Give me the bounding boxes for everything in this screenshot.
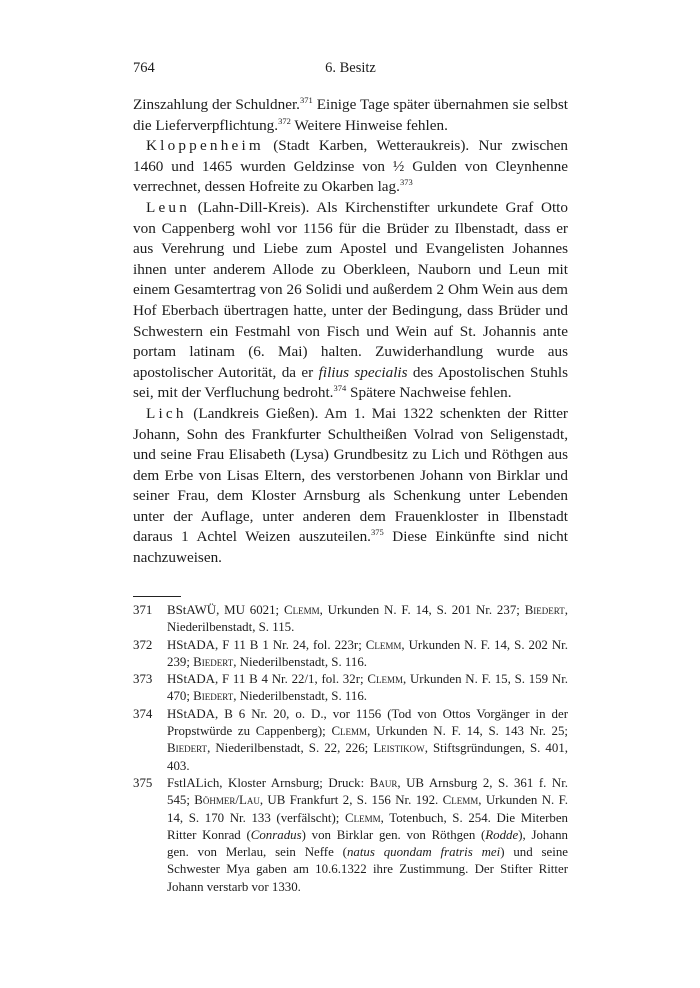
place-name: Lich [146,404,187,422]
paragraph-lich [133,404,568,569]
author-name: Böhmer/Lau [194,793,260,808]
author-name: Leistikow [373,741,425,756]
place-name: Leun [146,198,191,216]
text-run: Weitere Hinweise fehlen. [290,116,448,134]
text-run: HStADA, F 11 B 4 Nr. 22/1, fol. 32r; [167,672,368,687]
text-run: , Niederilbenstadt, S. 115. [167,603,568,635]
footnote-number: 371 [133,603,153,617]
text-run: (Stadt Karben, Wetteraukreis). Nur zwischen 1460 und 1465 wurden Geldzinse von ½ Gulden von Cleynhenne verrechnet, dessen Hofreite zu Okarben lag. [133,137,568,196]
text-run: Diese Einkünfte sind nicht nachzuweisen. [133,528,568,567]
footnote-ref-372: 372 [278,115,291,126]
page-number: 764 [133,60,155,76]
text-run: des Apostolischen Stuhls sei, mit der Verfluchung bedroht. [133,363,569,402]
footnote-ref-371: 371 [299,95,313,105]
footnote-number: 373 [133,672,153,687]
text-run: , Niederilbenstadt, S. 116. [233,654,367,669]
text-run: , UB Frankfurt 2, S. 156 Nr. 192. [259,793,443,808]
author-name: Biedert [193,689,234,704]
footnotes [133,602,568,896]
text-run: ) und seine Schwester Mya gaben am 10.6.1322 ihre Zustimmung. Der Stifter Ritter Johann verstarb vor 1330. [167,845,568,894]
page-header [133,60,568,82]
text-run: FstlALich, Kloster Arnsburg; Druck: [167,775,370,790]
author-name: Biedert [193,654,234,669]
text-run: , Niederilbenstadt, S. 22, 226; [207,741,374,756]
text-run: BStAWÜ, MU 6021; [167,603,284,617]
footnote-separator [133,596,181,597]
footnote-374 [133,706,568,775]
author-name: Baur [369,775,398,790]
text-run: (Landkreis Gießen). Am 1. Mai 1322 schenkten der Ritter Johann, Sohn des Frankfurter Schultheißen Volrad von Seligenstadt, und seine Frau Elisabeth (Lysa) Grundbesitz zu Lich und Röthgen aus dem Erbe von Lisas Eltern, des verstorbenen Johann von Birklar und seiner Frau, dem Kloster Arnsburg als Schenkung unter Lebenden unter der Auflage, unter anderen dem Frauenkloster in Ilbenstadt daraus 1 Achtel Weizen auszuteilen. [133,404,568,546]
main-text [133,95,568,569]
footnote-375 [133,775,568,896]
text-run: HStADA, B 6 Nr. 20, o. D., vor 1156 (Tod von Ottos Vorgänger in der Propstwürde zu Cappenberg); [167,706,568,739]
author-name: Clemm [283,603,320,617]
paragraph-continuation [133,95,568,136]
text-run: Zinszahlung der Schuldner. [133,96,300,113]
footnote-ref-374: 374 [333,383,347,394]
text-run: , Urkunden N. F. 15, S. 159 Nr. 470; [167,672,568,704]
text-run: ), Johann gen. von Merlau, sein Neffe ( [167,827,568,860]
author-name: Biedert [524,603,565,617]
latin-term: Rodde [485,827,519,842]
author-name: Clemm [365,637,402,652]
place-name: Kloppenheim [146,137,264,155]
paragraph-kloppenheim [133,136,568,198]
text-run: Spätere Nachweise fehlen. [346,384,512,402]
author-name: Clemm [367,672,403,687]
footnote-372 [133,637,568,672]
text-run: , Totenbuch, S. 254. Die Miterben Ritter Konrad ( [167,810,568,842]
text-run: ) von Birklar gen. von Röthgen ( [301,827,486,842]
footnote-number: 372 [133,637,153,652]
footnote-ref-373: 373 [399,177,413,188]
text-run: , UB Arnsburg 2, S. 361 f. Nr. 545; [167,775,569,808]
author-name: Clemm [331,724,368,739]
text-run: , Niederilbenstadt, S. 116. [233,689,367,704]
footnote-371 [133,602,568,637]
paragraph-leun [133,198,568,404]
footnote-number: 374 [133,706,153,721]
footnote-373 [133,671,568,706]
text-run: Einige Tage später übernahmen sie selbst die Lieferverpflichtung. [133,96,569,134]
author-name: Biedert [167,741,208,756]
text-run: , Urkunden N. F. 14, S. 143 Nr. 25; [367,724,569,739]
latin-term: natus quondam fratris mei [346,845,501,860]
footnote-ref-375: 375 [370,527,384,538]
text-run: , Stiftsgründungen, S. 401, 403. [167,741,568,773]
text-run: , Urkunden N. F. 14, S. 202 Nr. 239; [167,637,568,669]
author-name: Clemm [345,810,381,825]
text-run: , Urkunden N. F. 14, S. 170 Nr. 133 (verfälscht); [167,793,568,825]
text-run: , Urkunden N. F. 14, S. 201 Nr. 237; [319,603,525,617]
latin-term: Conradus [250,827,302,842]
latin-term: filius specialis [318,363,408,381]
text-run: HStADA, F 11 B 1 Nr. 24, fol. 223r; [167,637,366,652]
footnote-number: 375 [133,775,153,790]
running-title: 6. Besitz [325,60,376,76]
text-run: (Lahn-Dill-Kreis). Als Kirchenstifter urkundete Graf Otto von Cappenberg wohl vor 1156 für die Brüder zu Ilbenstadt, dass er aus Verehrung und Liebe zum Apostel und Evangelisten Johannes ihnen unter anderem Allode zu Oberkleen, Nauborn und Leun mit einem Gesamtertrag von 26 Solidi und außerdem 2 Ohm Wein aus dem Hof Eberbach übertragen hatte, unter der Bedingung, dass Brüder und Schwestern ein Festmahl von Fisch und Wein auf St. Johannis ante portam latinam (6. Mai) halten. Zuwiderhandlung wurde aus apostolischer Autorität, da er [133,198,568,381]
author-name: Clemm [442,793,479,808]
